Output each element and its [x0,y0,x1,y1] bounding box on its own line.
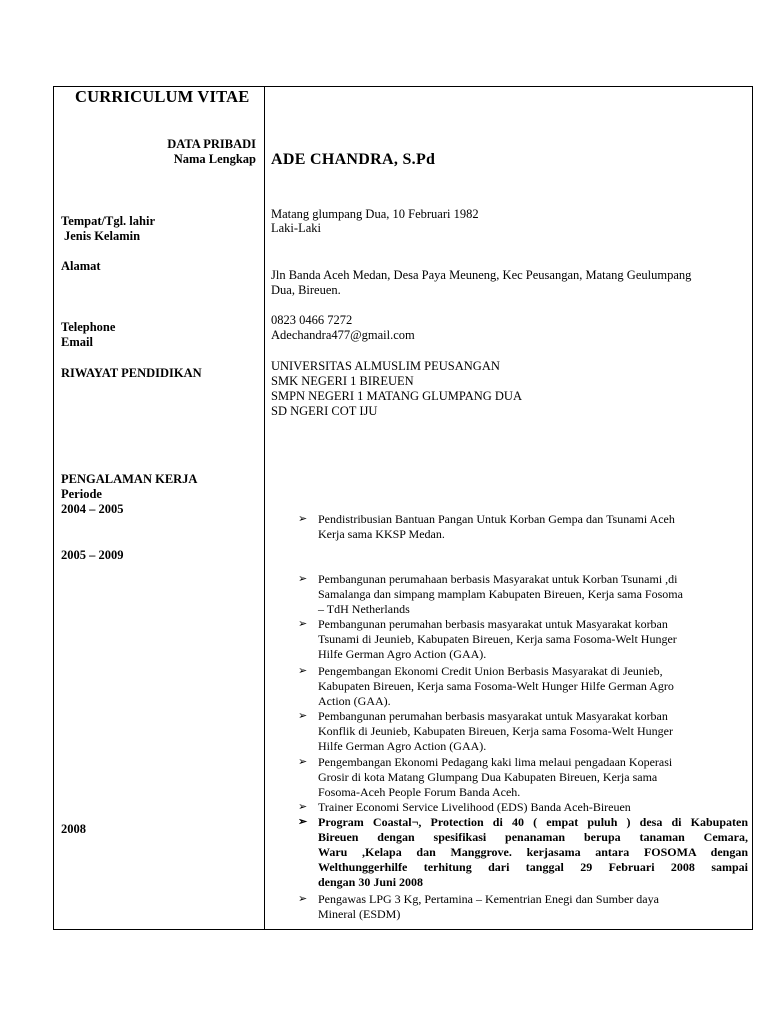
experience-line: Pengawas LPG 3 Kg, Pertamina – Kementrian Enegi dan Sumber daya [318,892,659,906]
experience-line: Kabupaten Bireuen, Kerja sama Fosoma-Welt Hunger Hilfe German Agro [318,679,674,693]
experience-line: Trainer Economi Service Livelihood (EDS) Banda Aceh-Bireuen [318,800,631,814]
address-value-line1: Jln Banda Aceh Medan, Desa Paya Meuneng, Kec Peusangan, Matang Geulumpang [271,268,692,282]
experience-line: Waru ,Kelapa dan Manggrove. kerjasama antara FOSOMA dengan [318,845,748,859]
experience-line: Pendistribusian Bantuan Pangan Untuk Korban Gempa dan Tsunami Aceh [318,512,675,526]
experience-line: Hilfe German Agro Action (GAA). [318,739,487,753]
experience-line: Pembangunan perumahan berbasis masyarakat untuk Masyarakat korban [318,709,668,723]
label-full-name: Nama Lengkap [173,152,256,166]
email-value: Adechandra477@gmail.com [271,328,415,342]
experience-line: Pembangunan perumahaan berbasis Masyarakat untuk Korban Tsunami ,di [318,572,678,586]
period-2008: 2008 [61,822,86,836]
experience-line: Program Coastal¬, Protection di 40 ( empat puluh ) desa di Kabupaten [318,815,748,829]
experience-line: Hilfe German Agro Action (GAA). [318,647,487,661]
arrow-bullet-icon: ➢ [298,801,308,813]
arrow-bullet-icon: ➢ [298,710,308,722]
experience-line: Mineral (ESDM) [318,907,401,921]
experience-line: dengan 30 Juni 2008 [318,875,424,889]
arrow-bullet-icon: ➢ [298,573,308,585]
section-work-experience: PENGALAMAN KERJA [61,472,198,486]
section-education: RIWAYAT PENDIDIKAN [61,366,202,380]
telephone-value: 0823 0466 7272 [271,313,353,327]
education-item: SD NGERI COT IJU [271,404,378,418]
label-gender: Jenis Kelamin [64,229,141,243]
experience-line: Grosir di kota Matang Glumpang Dua Kabupaten Bireuen, Kerja sama [318,770,658,784]
arrow-bullet-icon: ➢ [298,665,308,677]
experience-line: Kerja sama KKSP Medan. [318,527,445,541]
experience-line: Bireuen dengan spesifikasi penanaman berupa tanaman Cemara, [318,830,748,844]
education-item: SMK NEGERI 1 BIREUEN [271,374,414,388]
arrow-bullet-icon: ➢ [298,893,308,905]
experience-line: Samalanga dan simpang mamplam Kabupaten Bireuen, Kerja sama Fosoma [318,587,683,601]
experience-line: – TdH Netherlands [318,602,410,616]
birth-value: Matang glumpang Dua, 10 Februari 1982 [271,207,479,221]
gender-value: Laki-Laki [271,221,321,235]
cv-title: CURRICULUM VITAE [75,87,250,106]
label-email: Email [61,335,93,349]
arrow-bullet-icon: ➢ [298,816,308,828]
period-2004-2005: 2004 – 2005 [61,502,124,516]
section-personal-data: DATA PRIBADI [167,137,256,151]
experience-line: Pengembangan Ekonomi Credit Union Berbasis Masyarakat di Jeunieb, [318,664,663,678]
education-item: UNIVERSITAS ALMUSLIM PEUSANGAN [271,359,500,373]
label-period: Periode [61,487,102,501]
full-name-value: ADE CHANDRA, S.Pd [271,151,436,168]
label-address: Alamat [61,259,101,273]
experience-line: Fosoma-Aceh People Forum Banda Aceh. [318,785,521,799]
period-2005-2009: 2005 – 2009 [61,548,124,562]
experience-line: Welthunggerhilfe terhitung dari tanggal 29 Februari 2008 sampai [318,860,748,874]
experience-line: Konflik di Jeunieb, Kabupaten Bireuen, Kerja sama Fosoma-Welt Hunger [318,724,673,738]
arrow-bullet-icon: ➢ [298,618,308,630]
education-item: SMPN NEGERI 1 MATANG GLUMPANG DUA [271,389,522,403]
experience-line: Action (GAA). [318,694,391,708]
experience-line: Pembangunan perumahan berbasis masyarakat untuk Masyarakat korban [318,617,668,631]
experience-line: Tsunami di Jeunieb, Kabupaten Bireuen, Kerja sama Fosoma-Welt Hunger [318,632,677,646]
arrow-bullet-icon: ➢ [298,756,308,768]
label-birth: Tempat/Tgl. lahir [61,214,155,228]
label-telephone: Telephone [61,320,116,334]
experience-line: Pengembangan Ekonomi Pedagang kaki lima melaui pengadaan Koperasi [318,755,673,769]
cv-column-divider [264,86,265,930]
address-value-line2: Dua, Bireuen. [271,283,341,297]
arrow-bullet-icon: ➢ [298,513,308,525]
